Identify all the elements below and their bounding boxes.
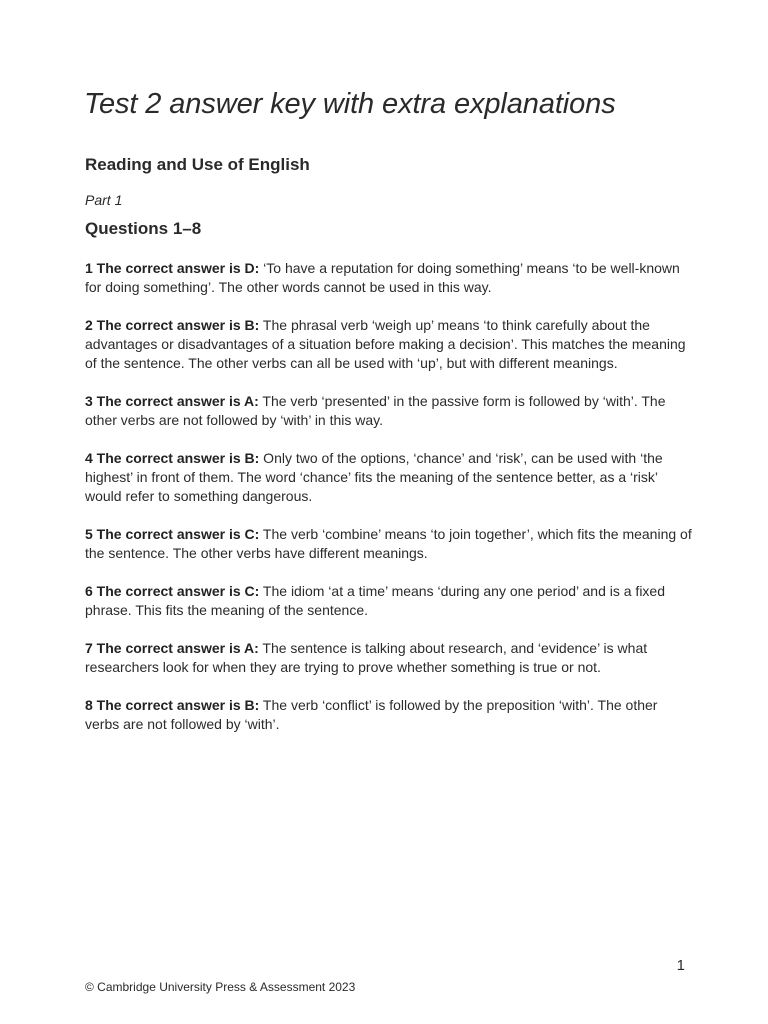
answer-explanation: The sentence is talking about research, and ‘evidence’ is what researchers look for when they are trying to prove whether something is true or not.	[85, 640, 648, 675]
answer-explanation: The verb ‘combine’ means ‘to join together’, which fits the meaning of the sentence. The other verbs have different meanings.	[85, 526, 692, 561]
answer-item-8	[85, 696, 695, 734]
answer-item-2	[85, 316, 695, 373]
page-title: Test 2 answer key with extra explanations	[84, 88, 616, 120]
page-number: 1	[676, 957, 685, 974]
answer-item-5	[85, 525, 695, 563]
copyright-footer: © Cambridge University Press & Assessment 2023	[85, 980, 356, 994]
answer-explanation: Only two of the options, ‘chance’ and ‘risk’, can be used with ‘the highest’ in front of them. The word ‘chance’ fits the meaning of the sentence better, as a ‘risk’ would refer to something dangerous.	[85, 450, 663, 504]
answer-list	[85, 259, 695, 753]
answer-item-4	[85, 449, 695, 506]
answer-lead: 1 The correct answer is D:	[85, 260, 260, 276]
answer-item-7	[85, 639, 695, 677]
answer-item-6	[85, 582, 695, 620]
answer-lead: 4 The correct answer is B:	[85, 450, 260, 466]
answer-explanation: The phrasal verb ‘weigh up’ means ‘to think carefully about the advantages or disadvantages of a situation before making a decision’. This matches the meaning of the sentence. The other verbs can all be used with ‘up’, but with different meanings.	[85, 317, 686, 371]
answer-explanation: The verb ‘conflict’ is followed by the preposition ‘with’. The other verbs are not followed by ‘with’.	[85, 697, 658, 732]
answer-lead: 8 The correct answer is B:	[85, 697, 260, 713]
answer-item-1	[85, 259, 695, 297]
section-heading: Reading and Use of English	[85, 155, 310, 174]
answer-explanation: The verb ‘presented’ in the passive form is followed by ‘with’. The other verbs are not followed by ‘with’ in this way.	[85, 393, 666, 428]
questions-heading: Questions 1–8	[85, 219, 202, 238]
answer-lead: 6 The correct answer is C:	[85, 583, 260, 599]
part-label: Part 1	[85, 192, 123, 208]
answer-lead: 7 The correct answer is A:	[85, 640, 259, 656]
answer-lead: 5 The correct answer is C:	[85, 526, 260, 542]
answer-lead: 3 The correct answer is A:	[85, 393, 259, 409]
answer-lead: 2 The correct answer is B:	[85, 317, 260, 333]
answer-explanation: ‘To have a reputation for doing something’ means ‘to be well-known for doing something’. The other words cannot be used in this way.	[85, 260, 680, 295]
answer-explanation: The idiom ‘at a time’ means ‘during any one period’ and is a fixed phrase. This fits the meaning of the sentence.	[85, 583, 666, 618]
answer-item-3	[85, 392, 695, 430]
